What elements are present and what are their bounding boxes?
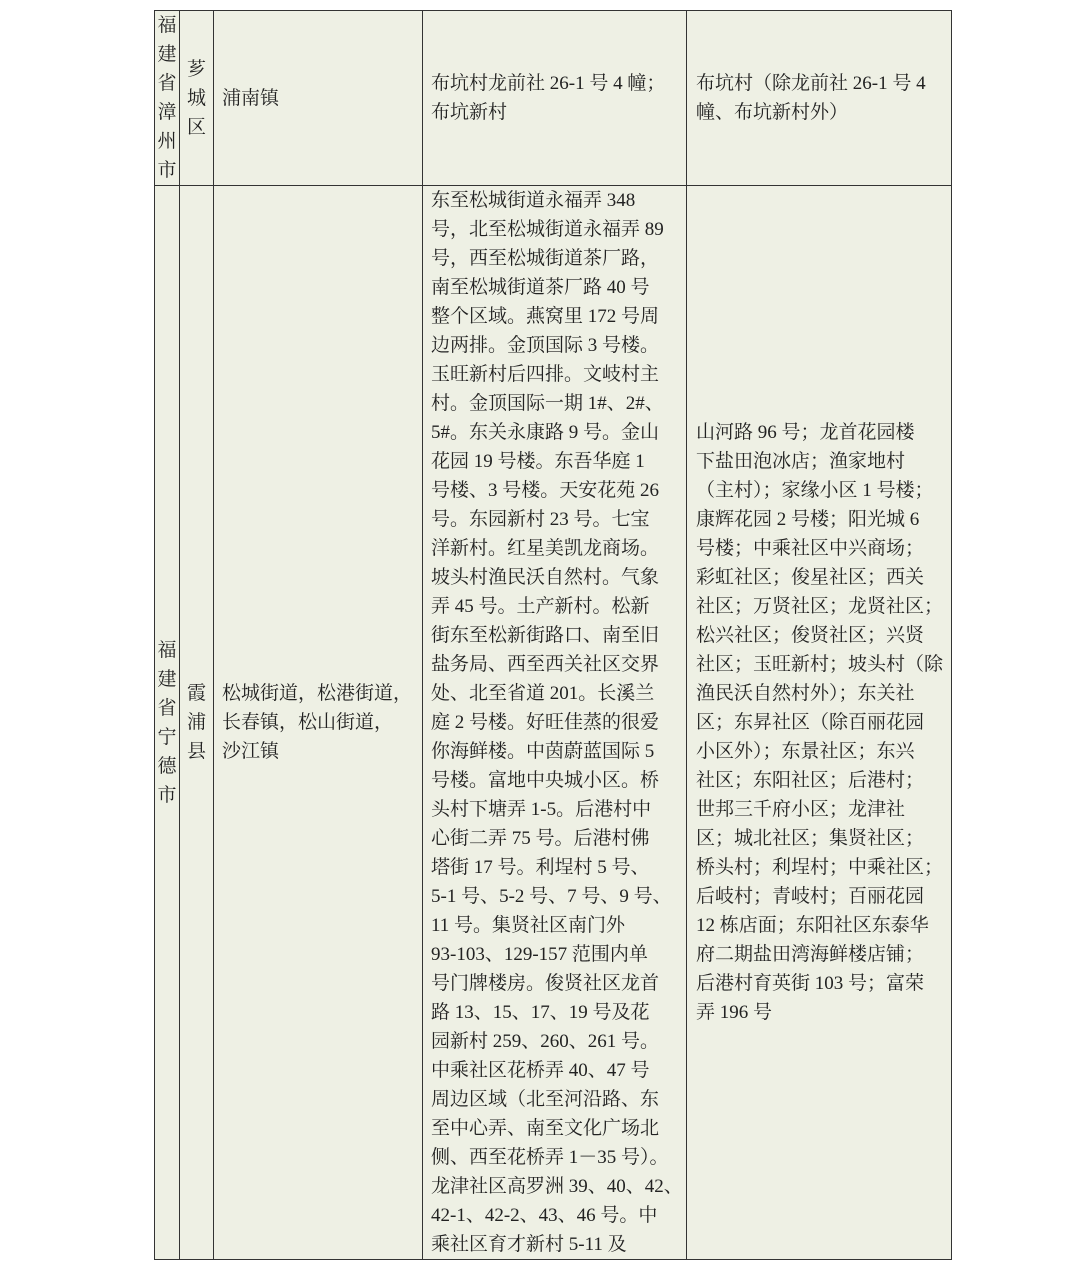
text-line: 府二期盐田湾海鲜楼店铺； (696, 944, 925, 965)
province-city-cell (155, 11, 180, 186)
text-line: 龙津社区高罗洲 39、40、42、 (431, 1176, 683, 1197)
text-line: 头村下塘弄 1-5。后港村中 (431, 799, 652, 820)
low-risk-area-cell (687, 186, 952, 1260)
text-line: 至中心弄、南至文化广场北 (431, 1118, 660, 1139)
text-line: 花园 19 号楼。东吾华庭 1 (431, 451, 645, 472)
text-line: 芗 (186, 58, 206, 80)
text-line: 省 (157, 73, 177, 94)
text-line: 庭 2 号楼。好旺佳蒸的很爱 (431, 712, 660, 733)
text-line: 下盐田泡冰店；渔家地村 (696, 451, 906, 472)
text-line: 号，北至松城街道永福弄 89 (431, 219, 664, 240)
text-line: 5#。东关永康路 9 号。金山 (431, 422, 660, 443)
table-row (155, 11, 952, 186)
text-line: 区 (186, 116, 206, 138)
text-line: 社区；东阳社区；后港村； (696, 770, 925, 791)
text-line: 浦南镇 (222, 87, 280, 109)
towns-cell (214, 11, 423, 186)
text-line: 州 (157, 131, 177, 152)
text-line: 彩虹社区；俊星社区；西关 (696, 567, 925, 588)
text-line: 号门牌楼房。俊贤社区龙首 (431, 973, 660, 994)
text-line: 社区；玉旺新村；坡头村（除 (696, 654, 944, 675)
text-line: 心街二弄 75 号。后港村佛 (431, 828, 650, 849)
text-line: 12 栋店面；东阳社区东泰华 (696, 915, 929, 936)
text-line: 桥头村；利埕村；中乘社区； (696, 857, 944, 878)
risk-area-table (154, 10, 952, 1260)
text-line: 市 (157, 160, 177, 181)
text-line: 福 (157, 15, 177, 36)
text-line: 福 (157, 639, 177, 661)
text-line: 号楼。富地中央城小区。桥 (431, 770, 660, 791)
text-line: 号楼、3 号楼。天安花苑 26 (431, 480, 660, 501)
text-line: 11 号。集贤社区南门外 (431, 915, 626, 936)
text-line: 长春镇，松山街道， (222, 712, 394, 733)
text-line: 周边区域（北至河沿路、东 (431, 1089, 660, 1110)
text-line: 园新村 259、260、261 号。 (431, 1031, 660, 1052)
text-line: 漳 (157, 102, 177, 123)
text-line: 号。东园新村 23 号。七宝 (431, 509, 650, 530)
text-line: 塔街 17 号。利埕村 5 号、 (431, 857, 650, 878)
text-line: 建 (157, 668, 177, 690)
text-line: 布坑村（除龙前社 26-1 号 4 (696, 73, 926, 94)
text-line: 德 (157, 755, 177, 777)
text-line: 南至松城街道茶厂路 40 号 (431, 277, 650, 298)
text-line: 后岐村；青岐村；百丽花园 (696, 886, 925, 907)
text-line: 城 (186, 87, 206, 109)
text-line: 世邦三千府小区；龙津社 (696, 799, 906, 820)
text-line: 东至松城街道永福弄 348 (431, 190, 636, 211)
text-line: 浦 (186, 712, 206, 733)
text-line: 42-1、42-2、43、46 号。中 (431, 1205, 658, 1226)
medium-risk-area-cell (423, 11, 687, 186)
low-risk-area-cell (687, 11, 952, 186)
text-line: 布坑村龙前社 26-1 号 4 幢； (431, 73, 666, 94)
text-line: （主村）；家缘小区 1 号楼； (696, 480, 934, 501)
text-line: 路 13、15、17、19 号及花 (431, 1002, 650, 1023)
text-line: 康辉花园 2 号楼；阳光城 6 (696, 509, 920, 530)
text-line: 村。金顶国际一期 1#、2#、 (431, 393, 664, 414)
text-line: 区；东昇社区（除百丽花园 (696, 712, 925, 733)
text-line: 你海鲜楼。中茵蔚蓝国际 5 (431, 741, 655, 762)
text-line: 弄 196 号 (696, 1002, 773, 1023)
text-line: 市 (157, 784, 177, 806)
text-line: 边两排。金顶国际 3 号楼。 (431, 335, 660, 356)
text-line: 洋新村。红星美凯龙商场。 (431, 538, 660, 559)
text-line: 整个区域。燕窝里 172 号周 (431, 306, 660, 327)
text-line: 中乘社区花桥弄 40、47 号 (431, 1060, 650, 1081)
text-line: 山河路 96 号；龙首花园楼 (696, 422, 915, 443)
text-line: 布坑新村 (431, 102, 508, 123)
text-line: 93-103、129-157 范围内单 (431, 944, 648, 965)
text-line: 幢、布坑新村外） (696, 102, 849, 123)
text-line: 玉旺新村后四排。文岐村主 (431, 364, 660, 385)
text-line: 侧、西至花桥弄 1－35 号）。 (431, 1147, 669, 1168)
text-line: 沙江镇 (222, 741, 280, 762)
medium-risk-area-cell (423, 186, 687, 1260)
text-line: 5-1 号、5-2 号、7 号、9 号、 (431, 886, 672, 907)
text-line: 盐务局、西至西关社区交界 (431, 654, 660, 675)
text-line: 乘社区育才新村 5-11 及 (431, 1234, 627, 1255)
text-line: 社区；万贤社区；龙贤社区； (696, 596, 944, 617)
district-cell (180, 11, 214, 186)
text-line: 街东至松新街路口、南至旧 (431, 625, 660, 646)
text-line: 建 (157, 44, 177, 65)
text-line: 宁 (157, 726, 177, 748)
text-line: 松城街道，松港街道， (222, 683, 413, 704)
text-line: 县 (186, 741, 206, 762)
text-line: 处、北至省道 201。长溪兰 (431, 683, 655, 704)
text-line: 区；城北社区；集贤社区； (696, 828, 925, 849)
text-line: 松兴社区；俊贤社区；兴贤 (696, 625, 925, 646)
district-cell (180, 186, 214, 1260)
text-line: 后港村育英街 103 号；富荣 (696, 973, 925, 994)
province-city-cell (155, 186, 180, 1260)
text-line: 霞 (186, 683, 206, 704)
text-line: 坡头村渔民沃自然村。气象 (431, 567, 660, 588)
text-line: 省 (157, 697, 177, 719)
text-line: 号，西至松城街道茶厂路， (431, 248, 660, 269)
text-line: 弄 45 号。土产新村。松新 (431, 596, 650, 617)
text-line: 号楼；中乘社区中兴商场； (696, 538, 925, 559)
text-line: 渔民沃自然村外）；东关社 (696, 683, 915, 704)
table-row (155, 186, 952, 1260)
towns-cell (214, 186, 423, 1260)
text-line: 小区外）；东景社区；东兴 (696, 741, 915, 762)
